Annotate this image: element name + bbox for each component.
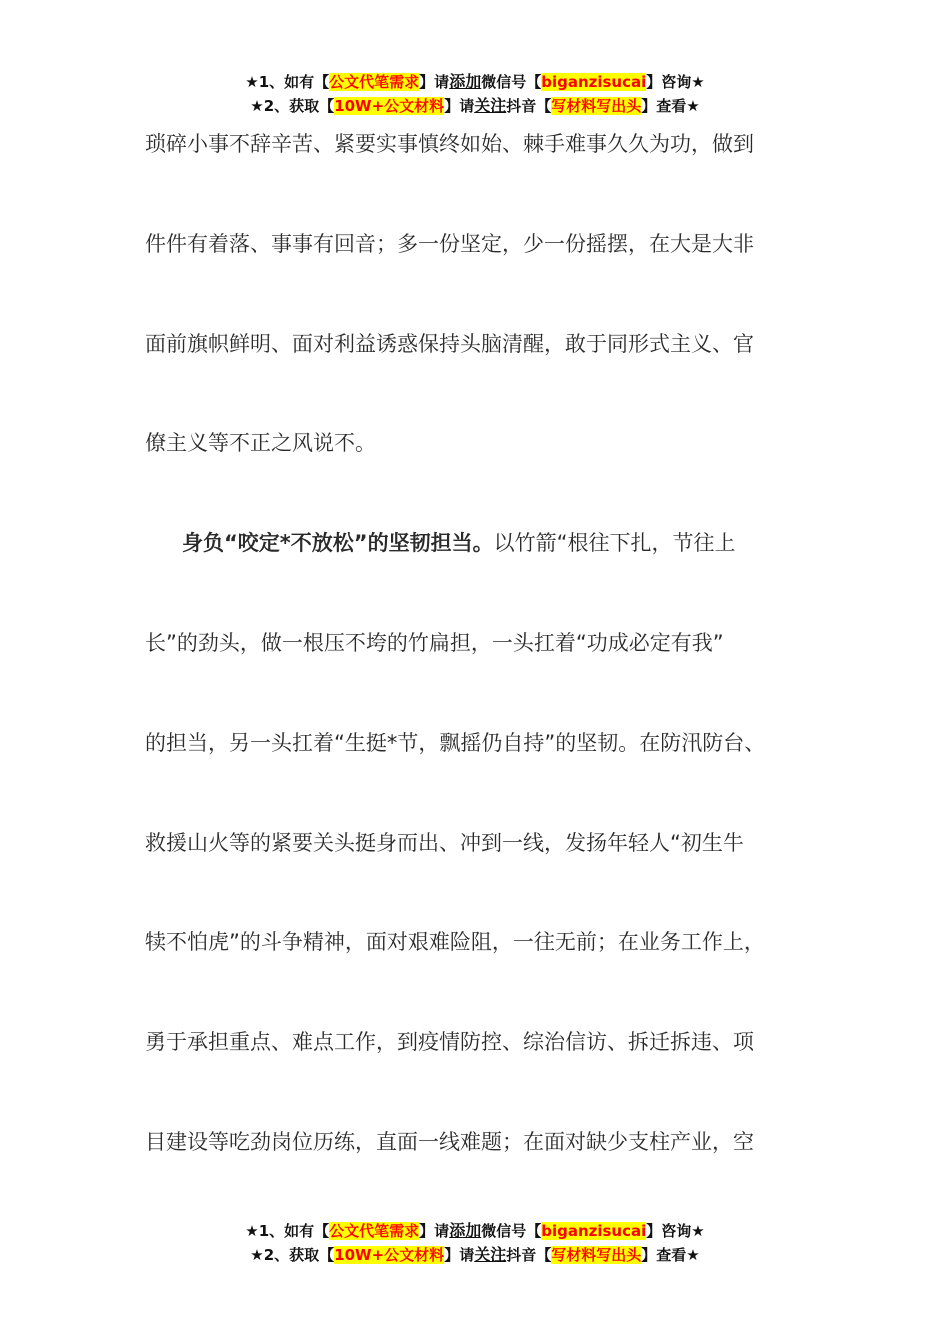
banner-text: ★2、获取【 xyxy=(250,97,335,115)
banner-text: 】咨询★ xyxy=(646,1222,705,1240)
highlight-service: 公文代笔需求 xyxy=(329,73,420,91)
highlight-wechat-id: biganzisucai xyxy=(541,1222,647,1240)
highlight-materials: 10W+公文材料 xyxy=(334,97,445,115)
text-line: 长”的劲头，做一根压不垮的竹扁担，一头扛着“功成必定有我” xyxy=(145,630,724,655)
banner-line-1 xyxy=(0,1219,950,1243)
header-banner xyxy=(0,70,950,118)
underlined-word: 关注 xyxy=(474,1245,507,1264)
text-line: 勇于承担重点、难点工作，到疫情防控、综治信访、拆迁拆违、项 xyxy=(145,1030,754,1055)
banner-text: 微信号【 xyxy=(481,1222,542,1240)
paragraph-heading-line xyxy=(145,525,835,625)
text-line: 目建设等吃劲岗位历练，直面一线难题；在面对缺少支柱产业，空 xyxy=(145,1129,754,1154)
banner-line-2 xyxy=(0,1243,950,1267)
text-line: 件件有着落、事事有回音；多一份坚定，少一份摇摆，在大是大非 xyxy=(145,231,754,256)
highlight-materials: 10W+公文材料 xyxy=(334,1246,445,1264)
banner-text: ★1、如有【 xyxy=(245,1222,330,1240)
banner-text: 】咨询★ xyxy=(646,73,705,91)
highlight-service: 公文代笔需求 xyxy=(329,1222,420,1240)
banner-text: 】查看★ xyxy=(641,1246,700,1264)
banner-text: 】请 xyxy=(419,1222,450,1240)
banner-text: 】查看★ xyxy=(641,97,700,115)
document-body xyxy=(145,126,835,1224)
banner-text: 】请 xyxy=(444,97,475,115)
banner-line-1 xyxy=(0,70,950,94)
banner-line-2 xyxy=(0,94,950,118)
paragraph-heading: 身负“咬定*不放松”的坚韧担当。 xyxy=(182,531,494,556)
banner-text: 抖音【 xyxy=(506,97,552,115)
text-line: 的担当，另一头扛着“生挺*节，飘摇仍自持”的坚韧。在防汛防台、 xyxy=(145,730,766,755)
banner-text: 微信号【 xyxy=(481,73,542,91)
highlight-douyin-id: 写材料写出头 xyxy=(551,1246,642,1264)
text-line: 犊不怕虎”的斗争精神，面对艰难险阻，一往无前；在业务工作上， xyxy=(145,930,765,955)
banner-text: ★1、如有【 xyxy=(245,73,330,91)
text-line: 僚主义等不正之风说不。 xyxy=(145,431,376,456)
highlight-douyin-id: 写材料写出头 xyxy=(551,97,642,115)
banner-text: 抖音【 xyxy=(506,1246,552,1264)
banner-text: ★2、获取【 xyxy=(250,1246,335,1264)
underlined-word: 关注 xyxy=(474,96,507,115)
text-run: 以竹箭“根往下扎，节往上 xyxy=(493,531,736,556)
text-line: 救援山火等的紧要关头挺身而出、冲到一线，发扬年轻人“初生牛 xyxy=(145,830,744,855)
banner-text: 】请 xyxy=(444,1246,475,1264)
banner-text: 】请 xyxy=(419,73,450,91)
text-line: 琐碎小事不辞辛苦、紧要实事慎终如始、棘手难事久久为功，做到 xyxy=(145,132,754,156)
highlight-wechat-id: biganzisucai xyxy=(541,73,647,91)
underlined-word: 添加 xyxy=(449,1221,482,1240)
underlined-word: 添加 xyxy=(449,72,482,91)
footer-banner xyxy=(0,1219,950,1267)
text-line: 面前旗帜鲜明、面对利益诱惑保持头脑清醒，敢于同形式主义、官 xyxy=(145,331,754,356)
